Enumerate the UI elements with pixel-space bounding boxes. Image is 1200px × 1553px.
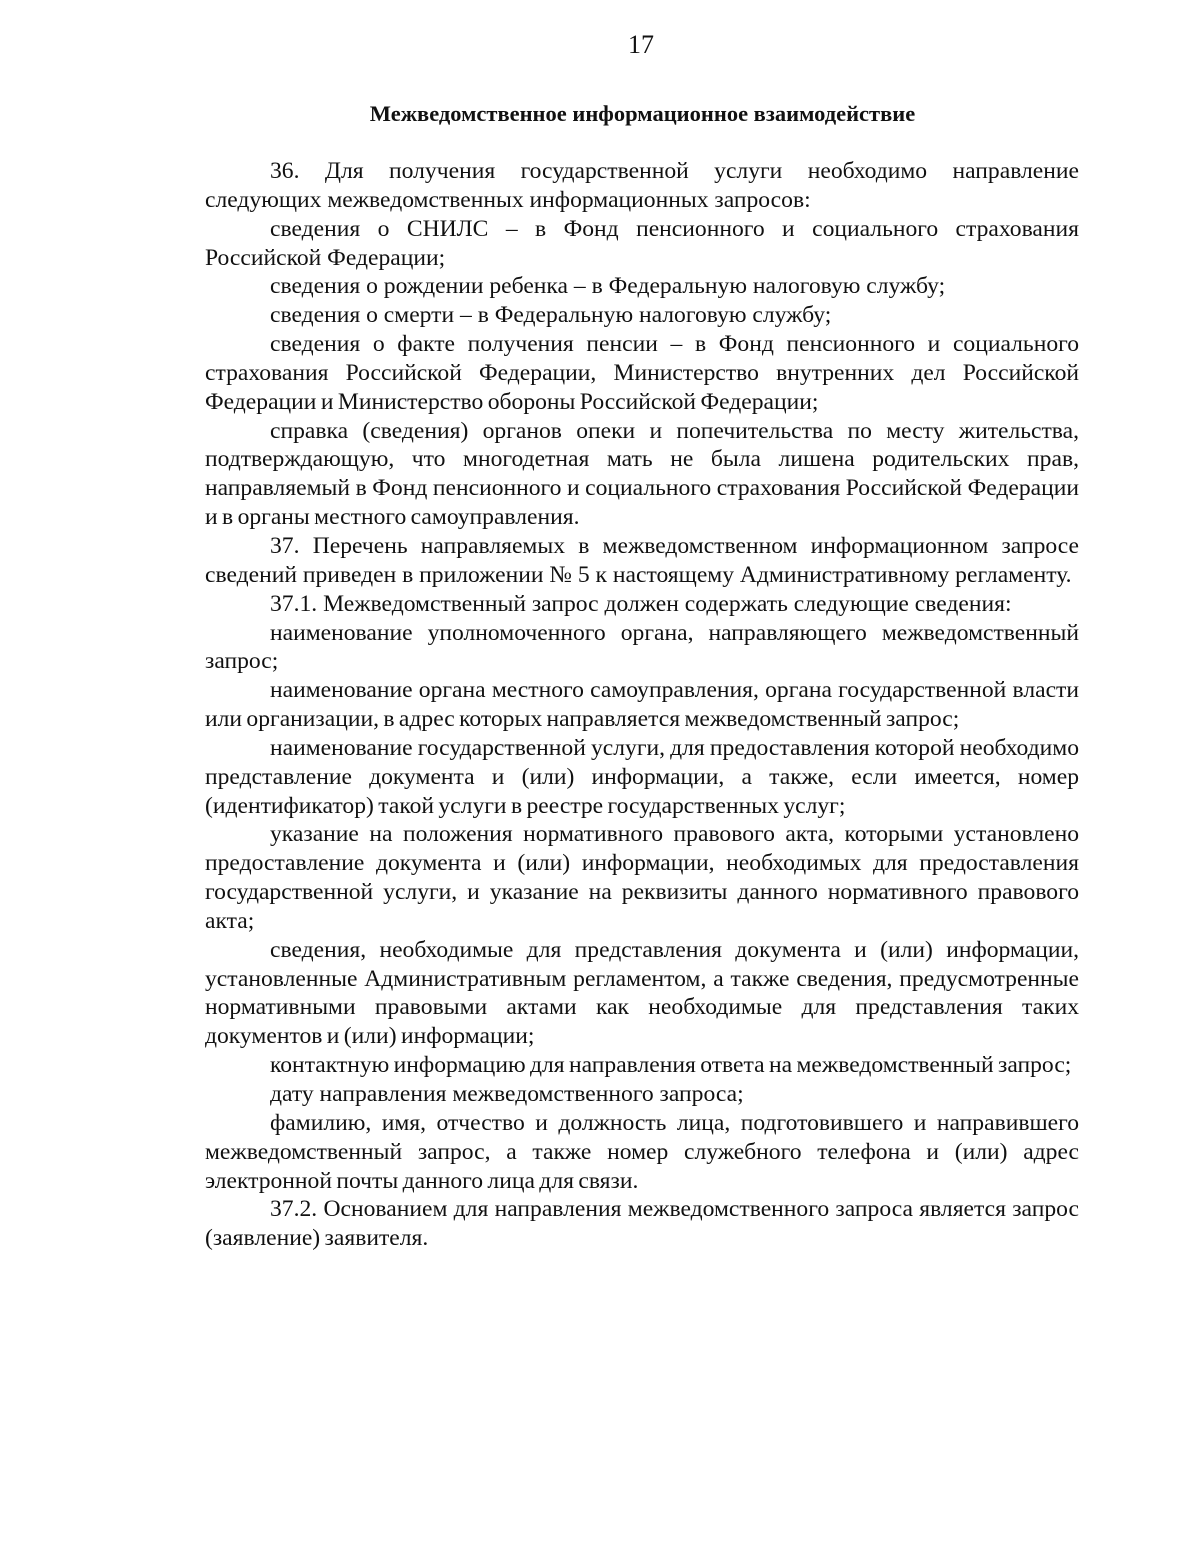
document-body: [205, 157, 1079, 1253]
paragraph-authority-name: наименование уполномоченного органа, направляющего межведомственный запрос;: [205, 619, 1079, 675]
paragraph-request-date: дату направления межведомственного запроса;: [270, 1081, 744, 1107]
paragraph-responsible-person: фамилию, имя, отчество и должность лица, подготовившего и направившего межведомственный запрос, а также номер служебного телефона и (или) адрес электронной почты данного лица для связи.: [205, 1109, 1079, 1194]
paragraph-37-2: 37.2. Основанием для направления межведомственного запроса является запрос (заявление) заявителя.: [205, 1196, 1079, 1252]
paragraph-snils: сведения о СНИЛС – в Фонд пенсионного и социального страхования Российской Федерации;: [205, 215, 1079, 271]
paragraph-death: сведения о смерти – в Федеральную налоговую службу;: [270, 302, 832, 329]
paragraph-37-1: 37.1. Межведомственный запрос должен содержать следующие сведения:: [270, 590, 1012, 617]
section-heading: Межведомственное информационное взаимодействие: [369, 101, 916, 126]
paragraph-service-name: наименование государственной услуги, для предоставления которой необходимо представление документа и (или) информации, а также, если имеется, номер (идентификатор) такой услуги в реестре государственных услуг;: [205, 734, 1079, 819]
page-number: 17: [628, 30, 654, 59]
paragraph-pension: сведения о факте получения пенсии – в Фонд пенсионного и социального страхования Российской Федерации, Министерство внутренних дел Российской Федерации и Министерство обороны Российской Федерации;: [205, 331, 1079, 415]
paragraph-legal-act: указание на положения нормативного правового акта, которыми установлено предоставление документа и (или) информации, необходимых для предоставления государственной услуги, и указание на реквизиты данного нормативного правового акта;: [205, 821, 1079, 934]
paragraph-contact-info: контактную информацию для направления ответа на межведомственный запрос;: [270, 1052, 1072, 1079]
paragraph-37: 37. Перечень направляемых в межведомственном информационном запросе сведений приведен в приложении № 5 к настоящему Административному регламенту.: [205, 532, 1079, 588]
paragraph-guardianship: справка (сведения) органов опеки и попечительства по месту жительства, подтверждающую, что многодетная мать не была лишена родительских прав, направляемый в Фонд пенсионного и социального страхования Российской Федерации и в органы местного самоуправления.: [205, 417, 1079, 531]
paragraph-36: 36. Для получения государственной услуги необходимо направление следующих межведомственных информационных запросов:: [205, 158, 1079, 213]
paragraph-recipient-name: наименование органа местного самоуправления, органа государственной власти или организации, в адрес которых направляется межведомственный запрос;: [205, 677, 1079, 733]
paragraph-required-info: сведения, необходимые для представления документа и (или) информации, установленные Административным регламентом, а также сведения, предусмотренные нормативными правовыми актами как необходимые для представления таких документов и (или) информации;: [205, 936, 1079, 1050]
paragraph-birth: сведения о рождении ребенка – в Федеральную налоговую службу;: [270, 273, 946, 300]
